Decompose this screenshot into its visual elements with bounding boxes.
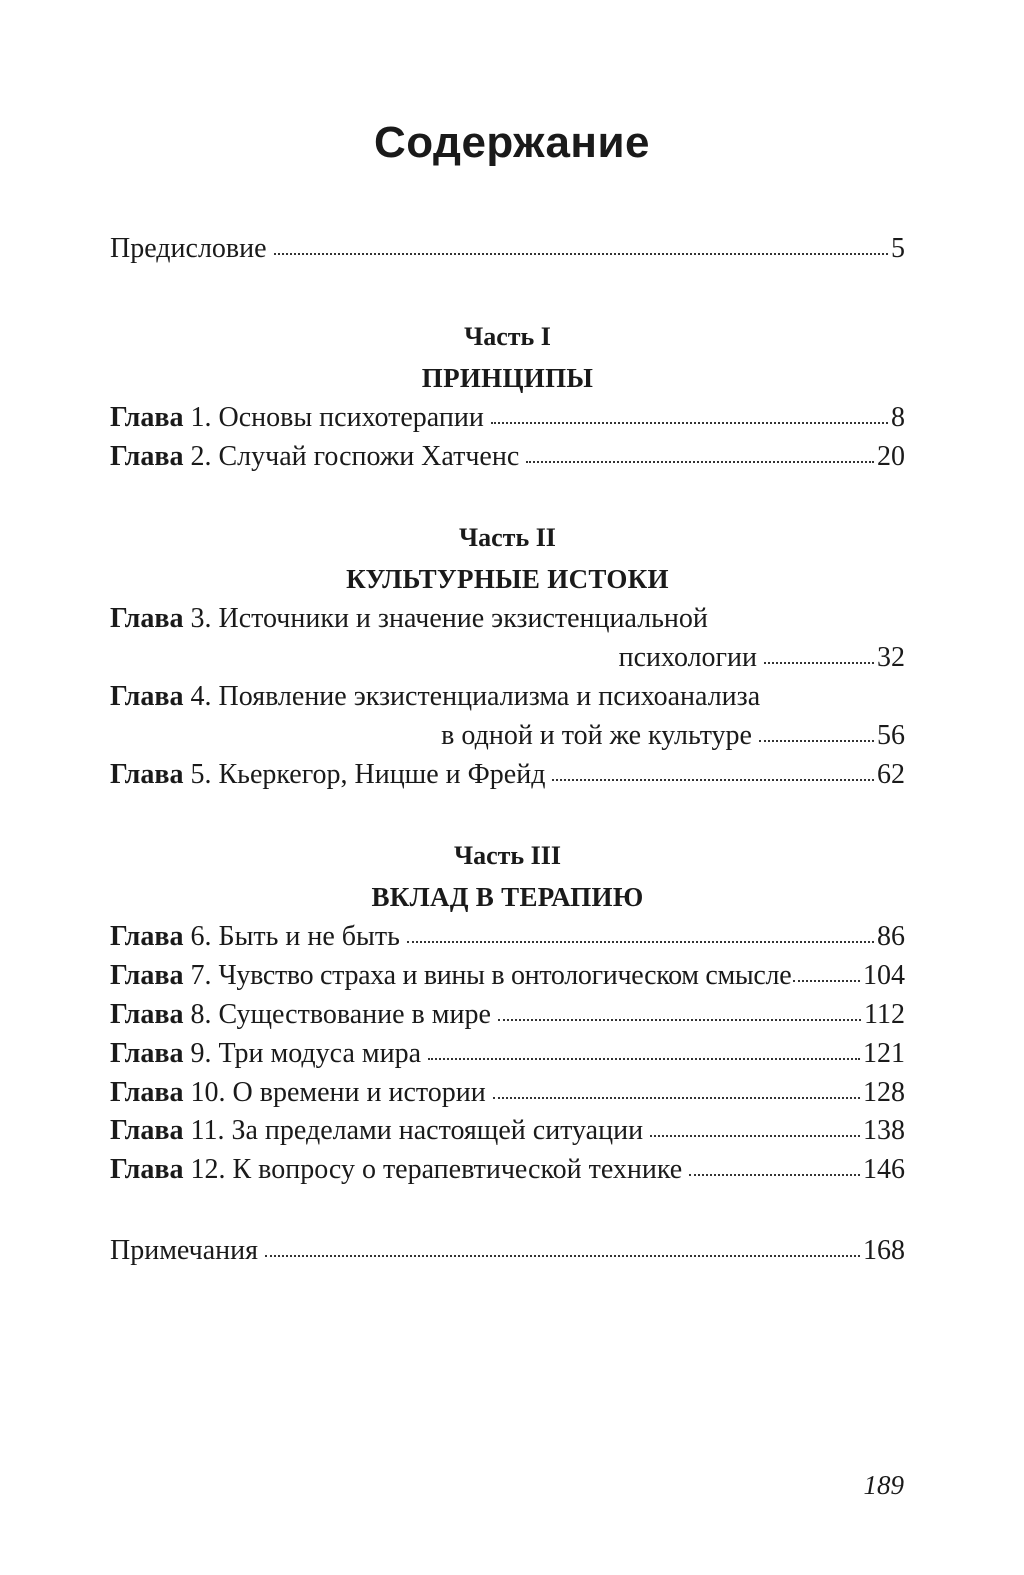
- toc-entry-chapter-6[interactable]: [110, 918, 905, 957]
- chapter-number: 6.: [190, 921, 212, 953]
- part-name: КУЛЬТУРНЫЕ ИСТОКИ: [346, 564, 669, 595]
- entry-page: 138: [863, 1115, 905, 1147]
- chapter-title: Чувство страха и вины в онтологическом смысле: [218, 960, 792, 992]
- chapter-title: Появление экзистенциализма и психоанализа: [218, 680, 761, 712]
- chapter-label: Глава: [110, 1154, 184, 1186]
- chapter-label: Глава: [110, 680, 184, 712]
- chapter-number: 8.: [190, 998, 212, 1030]
- dot-leader: [274, 253, 888, 255]
- part-title: Часть I: [464, 321, 551, 351]
- chapter-title: За пределами настоящей ситуации: [231, 1115, 644, 1147]
- entry-page: 121: [863, 1037, 905, 1069]
- toc-entry-chapter-10[interactable]: [110, 1074, 905, 1113]
- chapter-title: Быть и не быть: [218, 921, 400, 953]
- chapter-number: 3.: [190, 603, 212, 635]
- entry-page: 104: [863, 960, 905, 992]
- entry-page: 112: [864, 998, 905, 1030]
- toc-entry-chapter-7[interactable]: [110, 957, 905, 996]
- entry-page: 146: [863, 1154, 905, 1186]
- toc-entry-chapter-2[interactable]: [110, 438, 905, 477]
- chapter-title: Основы психотерапии: [218, 401, 484, 433]
- dot-leader: [552, 779, 874, 781]
- chapter-title-continued: психологии: [618, 642, 757, 674]
- dot-leader: [265, 1255, 860, 1257]
- part-title: Часть III: [454, 841, 561, 871]
- chapter-number: 12.: [190, 1154, 226, 1186]
- part-title: Часть II: [459, 523, 556, 553]
- dot-leader: [526, 461, 874, 463]
- dot-leader: [493, 1097, 860, 1099]
- chapter-title: К вопросу о терапевтической технике: [232, 1154, 683, 1186]
- dot-leader: [407, 941, 874, 943]
- chapter-number: 9.: [190, 1037, 212, 1069]
- chapter-number: 4.: [190, 680, 212, 712]
- toc-entry-chapter-1[interactable]: [110, 399, 905, 438]
- chapter-title: Три модуса мира: [218, 1037, 422, 1069]
- chapter-title: Существование в мире: [218, 998, 491, 1030]
- part-name: ПРИНЦИПЫ: [421, 362, 594, 393]
- chapter-number: 5.: [190, 758, 212, 790]
- chapter-title: О времени и истории: [232, 1076, 486, 1108]
- entry-page: 168: [863, 1234, 905, 1266]
- entry-page: 62: [877, 758, 905, 790]
- chapter-label: Глава: [110, 1037, 184, 1069]
- dot-leader: [759, 740, 874, 742]
- dot-leader: [793, 980, 860, 982]
- chapter-label: Глава: [110, 758, 184, 790]
- chapter-label: Глава: [110, 401, 184, 433]
- toc-entry-preface[interactable]: [110, 230, 905, 269]
- chapter-number: 7.: [190, 960, 212, 992]
- chapter-number: 2.: [190, 440, 212, 472]
- chapter-number: 1.: [190, 401, 212, 433]
- toc-entry-chapter-8[interactable]: [110, 996, 905, 1035]
- chapter-label: Глава: [110, 998, 184, 1030]
- entry-page: 5: [891, 233, 905, 264]
- entry-page: 86: [877, 921, 905, 953]
- toc-entry-chapter-5[interactable]: [110, 756, 905, 795]
- table-of-contents: [110, 230, 905, 1271]
- chapter-title: Источники и значение экзистенциальной: [218, 603, 708, 635]
- chapter-label: Глава: [110, 1115, 184, 1147]
- dot-leader: [764, 662, 874, 664]
- chapter-number: 10.: [190, 1076, 226, 1108]
- chapter-title: Случай госпожи Хатченс: [218, 440, 520, 472]
- toc-entry-notes[interactable]: [110, 1232, 905, 1271]
- chapter-label: Глава: [110, 440, 184, 472]
- chapter-label: Глава: [110, 921, 184, 953]
- chapter-label: Глава: [110, 603, 184, 635]
- chapter-number: 11.: [190, 1115, 225, 1147]
- part-name: ВКЛАД В ТЕРАПИЮ: [371, 882, 644, 913]
- entry-text: Предисловие: [110, 233, 267, 264]
- chapter-title: Кьеркегор, Ницше и Фрейд: [218, 758, 546, 790]
- entry-text: Примечания: [110, 1234, 259, 1266]
- entry-page: 20: [877, 440, 905, 472]
- toc-entry-chapter-4[interactable]: [110, 678, 905, 756]
- dot-leader: [650, 1135, 860, 1137]
- dot-leader: [498, 1019, 861, 1021]
- entry-page: 128: [863, 1076, 905, 1108]
- toc-entry-chapter-3[interactable]: [110, 600, 905, 678]
- dot-leader: [491, 422, 888, 424]
- entry-page: 8: [891, 401, 905, 433]
- dot-leader: [689, 1174, 860, 1176]
- toc-entry-chapter-12[interactable]: [110, 1151, 905, 1190]
- entry-page: 32: [877, 642, 905, 674]
- chapter-label: Глава: [110, 1076, 184, 1108]
- page-title: Содержание: [373, 118, 651, 167]
- entry-page: 56: [877, 719, 905, 751]
- toc-entry-chapter-9[interactable]: [110, 1035, 905, 1074]
- chapter-label: Глава: [110, 960, 184, 992]
- dot-leader: [428, 1058, 860, 1060]
- toc-entry-chapter-11[interactable]: [110, 1112, 905, 1151]
- chapter-title-continued: в одной и той же культуре: [441, 719, 752, 751]
- page-number: 189: [863, 1470, 904, 1500]
